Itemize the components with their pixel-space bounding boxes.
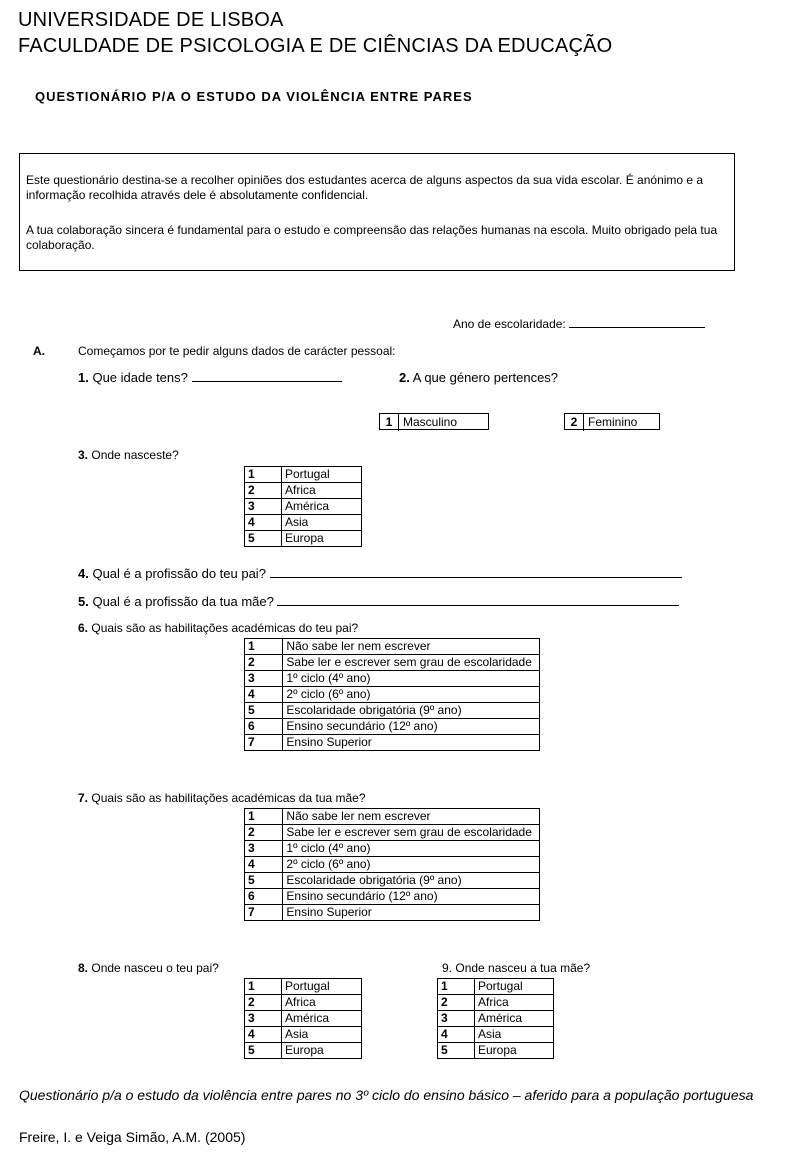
- option-label: Africa: [282, 995, 362, 1011]
- option-label: 2º ciclo (6º ano): [283, 857, 540, 873]
- birthplace-table: [244, 466, 362, 547]
- question-8: [78, 961, 219, 975]
- q7-number: 7.: [78, 791, 89, 805]
- option-label: Ensino secundário (12º ano): [283, 719, 540, 735]
- option-number: 7: [245, 735, 283, 751]
- option-number: 1: [438, 979, 475, 995]
- option-label: Africa: [475, 995, 554, 1011]
- option-number: 3: [438, 1011, 475, 1027]
- q7-text: Quais são as habilitações académicas da tua mãe?: [91, 791, 366, 805]
- table-row[interactable]: [245, 499, 362, 515]
- option-number: 2: [245, 655, 283, 671]
- option-number: 6: [245, 889, 283, 905]
- table-row[interactable]: [245, 687, 540, 703]
- table-row[interactable]: [245, 515, 362, 531]
- option-label: 1º ciclo (4º ano): [283, 671, 540, 687]
- option-number: 4: [245, 857, 283, 873]
- q3-text: Onde nasceste?: [91, 448, 179, 462]
- question-9: [442, 961, 590, 975]
- footer-citation-title: Questionário p/a o estudo da violência entre pares no 3º ciclo do ensino básico – aferido para a população portuguesa: [19, 1087, 754, 1103]
- question-4: [78, 566, 682, 581]
- option-label: Escolaridade obrigatória (9º ano): [283, 873, 540, 889]
- questionnaire-title: QUESTIONÁRIO P/A O ESTUDO DA VIOLÊNCIA ENTRE PARES: [35, 89, 473, 104]
- option-number: 3: [245, 671, 283, 687]
- table-row[interactable]: [245, 655, 540, 671]
- q1-text: Que idade tens?: [92, 370, 188, 385]
- option-label: Não sabe ler nem escrever: [283, 809, 540, 825]
- table-row[interactable]: [438, 995, 554, 1011]
- option-label: Não sabe ler nem escrever: [283, 639, 540, 655]
- q3-number: 3.: [78, 448, 89, 462]
- school-year-blank[interactable]: [569, 316, 705, 328]
- table-row[interactable]: [438, 1043, 554, 1059]
- table-row[interactable]: [245, 531, 362, 547]
- question-3: [78, 448, 179, 462]
- option-number: 7: [245, 905, 283, 921]
- table-row[interactable]: [438, 1011, 554, 1027]
- table-row[interactable]: [438, 1027, 554, 1043]
- table-row[interactable]: [245, 841, 540, 857]
- option-number: 6: [245, 719, 283, 735]
- option-label: Portugal: [282, 979, 362, 995]
- question-1: [78, 370, 342, 385]
- faculty-name: FACULDADE DE PSICOLOGIA E DE CIÊNCIAS DA EDUCAÇÃO: [18, 35, 613, 57]
- mother-birthplace-table: [437, 978, 554, 1059]
- q6-text: Quais são as habilitações académicas do teu pai?: [91, 621, 359, 635]
- option-number: 4: [245, 515, 282, 531]
- intro-paragraph-1: Este questionário destina-se a recolher opiniões dos estudantes acerca de alguns aspectos da sua vida escolar. É anónimo e a informação recolhida através dele é absolutamente confidencial.: [26, 173, 704, 202]
- option-label: Escolaridade obrigatória (9º ano): [283, 703, 540, 719]
- q8-text: Onde nasceu o teu pai?: [91, 961, 219, 975]
- table-row[interactable]: [245, 825, 540, 841]
- option-label: Masculino: [403, 415, 458, 429]
- option-number: 4: [438, 1027, 475, 1043]
- option-label: Portugal: [282, 467, 362, 483]
- option-label: América: [282, 1011, 362, 1027]
- school-year-label: Ano de escolaridade:: [453, 317, 566, 331]
- option-label: Asia: [282, 1027, 362, 1043]
- intro-box: [19, 153, 735, 271]
- option-number: 1: [245, 809, 283, 825]
- option-number: 5: [245, 703, 283, 719]
- father-birthplace-table: [244, 978, 362, 1059]
- option-number: 1: [245, 639, 283, 655]
- q5-text: Qual é a profissão da tua mãe?: [92, 594, 274, 609]
- table-row[interactable]: [245, 703, 540, 719]
- option-label: Asia: [282, 515, 362, 531]
- mother-education-table: [244, 808, 540, 921]
- option-label: Ensino secundário (12º ano): [283, 889, 540, 905]
- q5-number: 5.: [78, 594, 89, 609]
- table-row[interactable]: [245, 979, 362, 995]
- q4-number: 4.: [78, 566, 89, 581]
- option-number: 3: [245, 499, 282, 515]
- table-row[interactable]: [245, 873, 540, 889]
- option-number: 2: [565, 414, 584, 431]
- option-label: América: [282, 499, 362, 515]
- option-label: Ensino Superior: [283, 905, 540, 921]
- q9-number: 9.: [442, 961, 453, 975]
- table-row[interactable]: [245, 889, 540, 905]
- option-number: 2: [245, 825, 283, 841]
- mother-profession-blank[interactable]: [277, 594, 679, 606]
- table-row[interactable]: [245, 467, 362, 483]
- option-label: América: [475, 1011, 554, 1027]
- table-row[interactable]: [438, 979, 554, 995]
- option-number: 1: [380, 414, 399, 431]
- q6-number: 6.: [78, 621, 89, 635]
- table-row[interactable]: [245, 809, 540, 825]
- q2-number: 2.: [399, 370, 410, 385]
- table-row[interactable]: [245, 735, 540, 751]
- age-blank[interactable]: [192, 370, 342, 382]
- gender-option-female[interactable]: [564, 413, 660, 430]
- option-label: Sabe ler e escrever sem grau de escolaridade: [283, 655, 540, 671]
- option-label: Europa: [282, 531, 362, 547]
- option-number: 1: [245, 467, 282, 483]
- table-row[interactable]: [245, 905, 540, 921]
- option-number: 3: [245, 1011, 282, 1027]
- q2-text: A que género pertences?: [412, 370, 559, 385]
- table-row[interactable]: [245, 639, 540, 655]
- table-row[interactable]: [245, 1011, 362, 1027]
- option-number: 5: [245, 1043, 282, 1059]
- option-number: 1: [245, 979, 282, 995]
- father-education-table: [244, 638, 540, 751]
- option-number: 2: [245, 995, 282, 1011]
- q4-text: Qual é a profissão do teu pai?: [92, 566, 266, 581]
- q1-number: 1.: [78, 370, 89, 385]
- option-number: 4: [245, 1027, 282, 1043]
- option-label: Feminino: [588, 415, 638, 429]
- option-number: 2: [245, 483, 282, 499]
- option-number: 5: [245, 531, 282, 547]
- table-row[interactable]: [245, 995, 362, 1011]
- question-5: [78, 594, 679, 609]
- section-intro: Começamos por te pedir alguns dados de carácter pessoal:: [78, 344, 396, 358]
- option-label: 1º ciclo (4º ano): [283, 841, 540, 857]
- option-number: 5: [438, 1043, 475, 1059]
- question-2: [399, 370, 558, 385]
- q8-number: 8.: [78, 961, 89, 975]
- option-label: Europa: [475, 1043, 554, 1059]
- father-profession-blank[interactable]: [270, 566, 682, 578]
- table-row[interactable]: [245, 671, 540, 687]
- option-label: 2º ciclo (6º ano): [283, 687, 540, 703]
- table-row[interactable]: [245, 483, 362, 499]
- school-year-field[interactable]: [453, 316, 705, 331]
- university-name: UNIVERSIDADE DE LISBOA: [18, 9, 284, 31]
- section-letter: A.: [33, 344, 45, 358]
- table-row[interactable]: [245, 857, 540, 873]
- option-number: 2: [438, 995, 475, 1011]
- table-row[interactable]: [245, 719, 540, 735]
- option-label: Africa: [282, 483, 362, 499]
- table-row[interactable]: [245, 1043, 362, 1059]
- table-row[interactable]: [245, 1027, 362, 1043]
- question-7: [78, 791, 366, 805]
- footer-authors: Freire, I. e Veiga Simão, A.M. (2005): [19, 1129, 246, 1145]
- option-label: Sabe ler e escrever sem grau de escolaridade: [283, 825, 540, 841]
- option-label: Europa: [282, 1043, 362, 1059]
- option-label: Ensino Superior: [283, 735, 540, 751]
- option-number: 3: [245, 841, 283, 857]
- question-6: [78, 621, 358, 635]
- intro-paragraph-2: A tua colaboração sincera é fundamental para o estudo e compreensão das relações humanas na escola. Muito obrigado pela tua colaboração.: [26, 223, 718, 252]
- q9-text: Onde nasceu a tua mãe?: [455, 961, 591, 975]
- option-number: 4: [245, 687, 283, 703]
- option-label: Asia: [475, 1027, 554, 1043]
- option-number: 5: [245, 873, 283, 889]
- option-label: Portugal: [475, 979, 554, 995]
- gender-option-male[interactable]: [379, 413, 489, 430]
